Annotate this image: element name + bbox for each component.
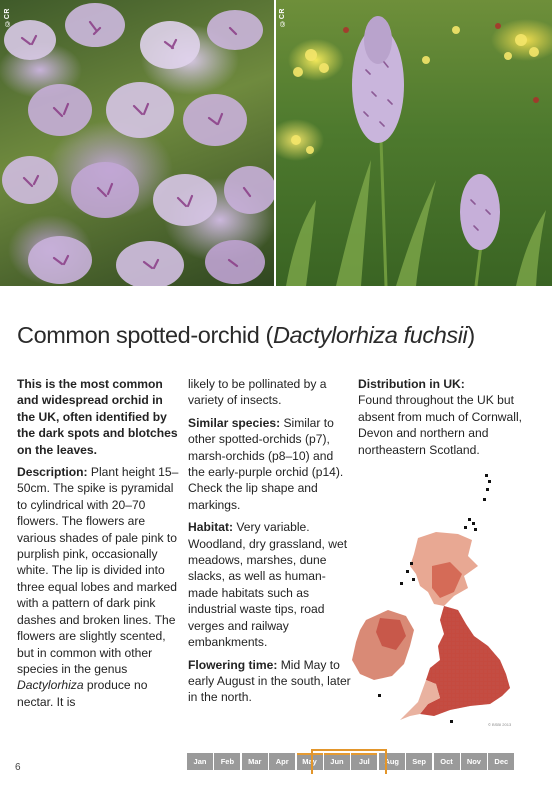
text-column-3	[358, 376, 538, 464]
title-latin-name: Dactylorhiza fuchsii	[272, 322, 468, 348]
month-jul: Jul	[351, 753, 377, 770]
continuation-text: likely to be pollinated by a variety of insects.	[188, 377, 327, 408]
title-close: )	[467, 322, 475, 348]
month-may: May	[297, 753, 323, 770]
orchid-spikes-illustration	[276, 0, 552, 286]
flowering-time-label: Flowering time:	[188, 657, 278, 672]
description-text: Plant height 15–50cm. The spike is pyramidal to cylindrical with 20–70 flowers. The flowers are various shades of pale pink to purplish pink, occasionally white. The lip is divided into three equal lobes and marked with a pattern of dark pink dashes and broken lines. The flowers are slightly scented, but in common with other species in the genus	[17, 465, 179, 676]
distribution-label: Distribution in UK:	[358, 377, 465, 391]
habitat-text: Very variable. Woodland, dry grassland, wet meadows, marshes, dune slacks, as well as human-made habitats such as industrial waste tips, road verges and railway embankments.	[188, 520, 348, 650]
distribution-text: Found throughout the UK but absent from much of Cornwall, Devon and northern and northeastern Scotland.	[358, 393, 523, 457]
map-credit: © BSBI 2013	[488, 722, 512, 727]
orchid-meadow-photo	[276, 0, 552, 286]
title-common-name: Common spotted-orchid (	[17, 322, 273, 348]
photo-credit: ©CR	[4, 8, 11, 27]
flowering-period-highlight	[311, 749, 387, 774]
month-jun: Jun	[324, 753, 350, 770]
similar-species-paragraph	[188, 415, 353, 513]
orchid-flowers-illustration	[0, 0, 274, 286]
month-oct: Oct	[434, 753, 460, 770]
description-label: Description:	[17, 465, 88, 480]
month-feb: Feb	[214, 753, 240, 770]
photo-credit: ©CR	[279, 8, 286, 27]
month-mar: Mar	[242, 753, 268, 770]
genus-name: Dactylorhiza	[17, 678, 84, 693]
month-nov: Nov	[461, 753, 487, 770]
flowering-time-text: Mid May to early August in the south, later in the north.	[188, 657, 351, 705]
description-paragraph	[17, 464, 182, 710]
page-title	[17, 322, 475, 349]
orchid-closeup-photo	[0, 0, 274, 286]
month-dec: Dec	[488, 753, 514, 770]
similar-species-text: Similar to other spotted-orchids (p7), marsh-orchids (p8–10) and the early-purple orchid (p14). Check the lip shape and markings.	[188, 415, 344, 512]
month-sep: Sep	[406, 753, 432, 770]
flowering-time-paragraph	[188, 657, 353, 706]
habitat-paragraph	[188, 519, 353, 650]
month-aug: Aug	[379, 753, 405, 770]
uk-map-icon	[340, 470, 550, 730]
month-apr: Apr	[269, 753, 295, 770]
description-end: produce no nectar. It is	[17, 678, 148, 709]
similar-species-label: Similar species:	[188, 415, 281, 430]
text-column-2	[188, 376, 353, 712]
distribution-map	[340, 470, 550, 730]
lead-paragraph: This is the most common and widespread orchid in the UK, often identified by the dark spots and blotches on the leaves.	[17, 377, 178, 457]
text-column-1	[17, 376, 182, 716]
month-jan: Jan	[187, 753, 213, 770]
page-number: 6	[15, 762, 21, 773]
habitat-label: Habitat:	[188, 520, 234, 535]
